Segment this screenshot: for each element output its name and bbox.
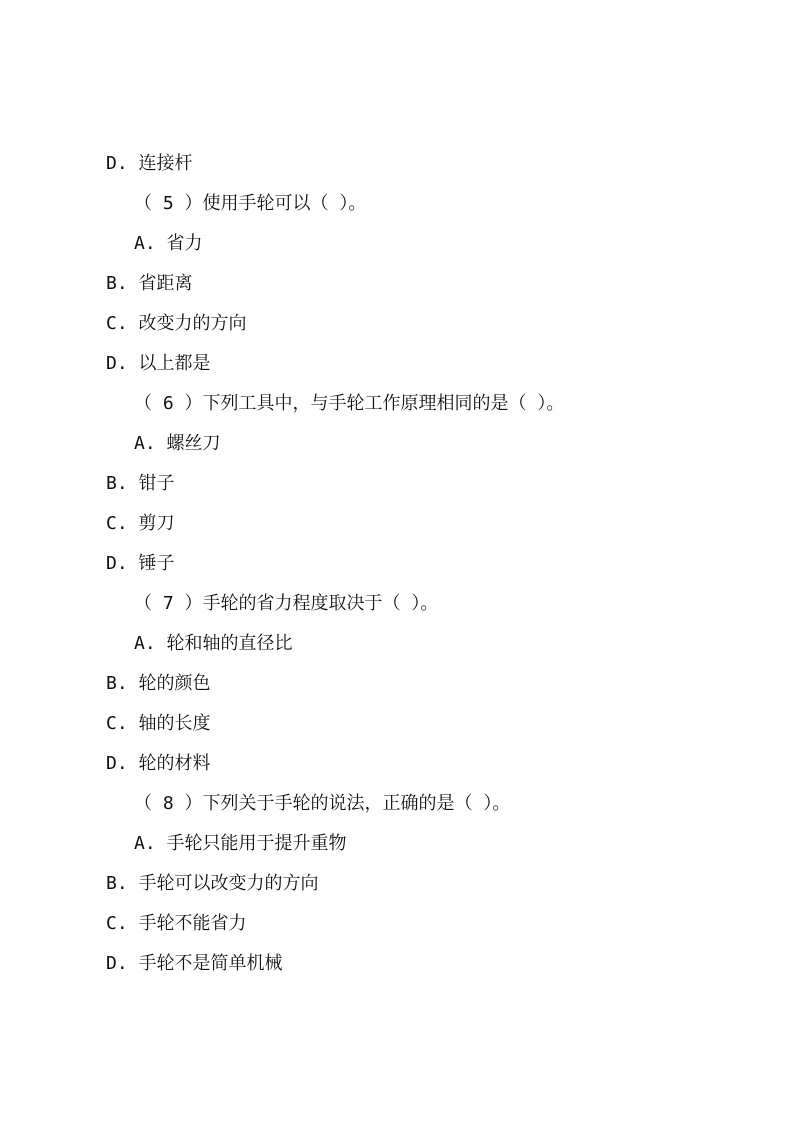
- option-b-q7: B. 轮的颜色: [106, 673, 211, 694]
- option-d-q5: D. 以上都是: [106, 353, 211, 374]
- option-c-q5: C. 改变力的方向: [106, 313, 247, 334]
- option-c-q8: C. 手轮不能省力: [106, 913, 247, 934]
- option-d-q7: D. 轮的材料: [106, 753, 211, 774]
- option-a-q6: A. 螺丝刀: [134, 433, 221, 454]
- option-b-q8: B. 手轮可以改变力的方向: [106, 873, 319, 894]
- question-8: （ 8 ）下列关于手轮的说法，正确的是（ ）。: [134, 793, 511, 814]
- option-d-q4: D. 连接杆: [106, 153, 193, 174]
- option-c-q6: C. 剪刀: [106, 513, 175, 534]
- option-a-q7: A. 轮和轴的直径比: [134, 633, 293, 654]
- option-b-q5: B. 省距离: [106, 273, 193, 294]
- question-6: （ 6 ）下列工具中，与手轮工作原理相同的是（ ）。: [134, 393, 565, 414]
- question-5: （ 5 ）使用手轮可以（ ）。: [134, 193, 367, 214]
- option-a-q5: A. 省力: [134, 233, 203, 254]
- option-c-q7: C. 轴的长度: [106, 713, 211, 734]
- option-a-q8: A. 手轮只能用于提升重物: [134, 833, 347, 854]
- option-d-q8: D. 手轮不是简单机械: [106, 953, 283, 974]
- option-b-q6: B. 钳子: [106, 473, 175, 494]
- option-d-q6: D. 锤子: [106, 553, 175, 574]
- question-7: （ 7 ）手轮的省力程度取决于（ ）。: [134, 593, 439, 614]
